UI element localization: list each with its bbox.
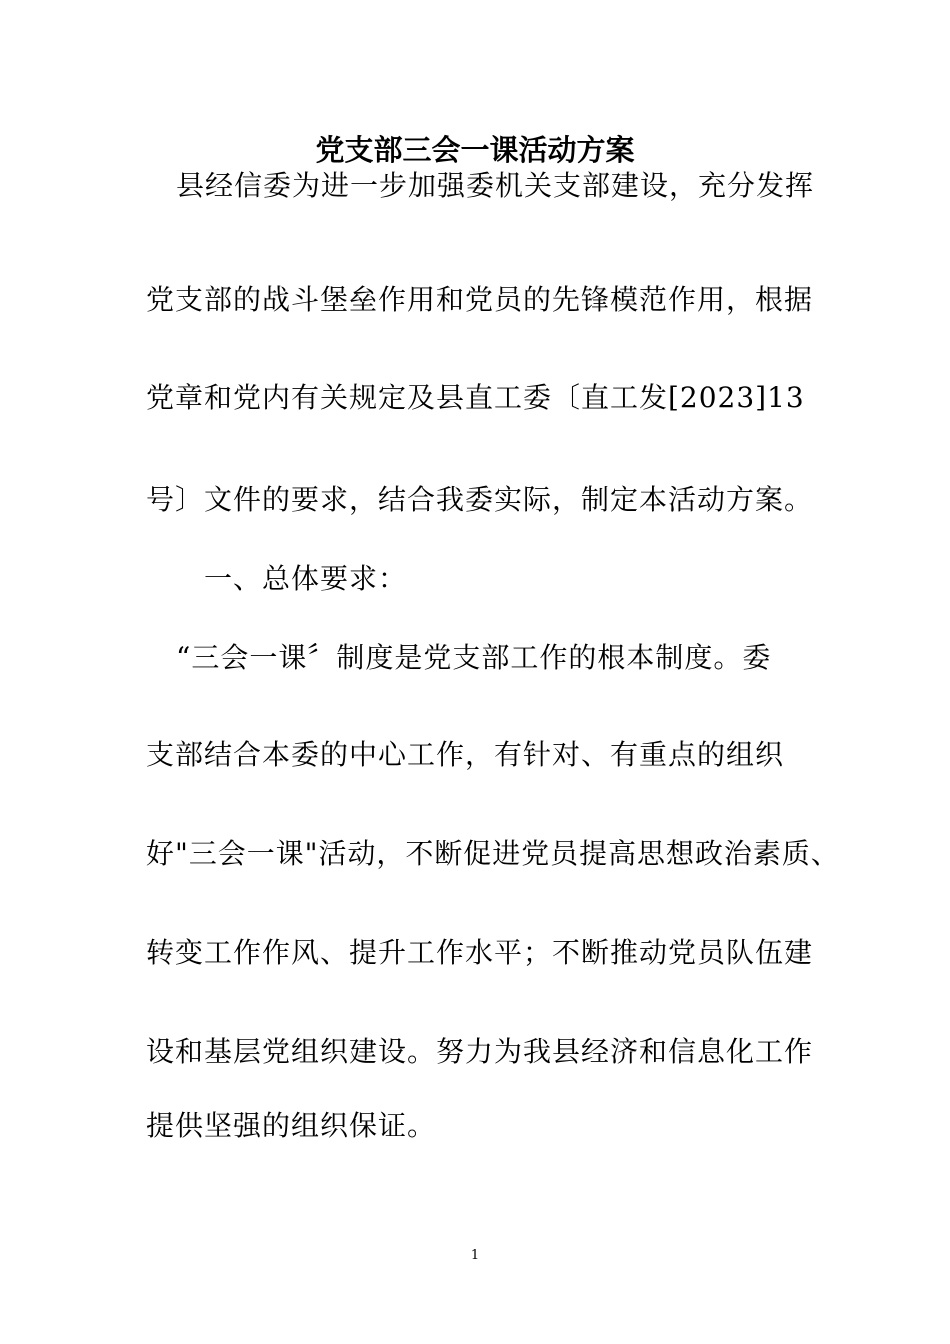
document-title: 党支部三会一课活动方案 bbox=[315, 133, 635, 167]
paragraph-line: 号〕文件的要求，结合我委实际，制定本活动方案。 bbox=[146, 483, 814, 516]
paragraph-line: 设和基层党组织建设。努力为我县经济和信息化工作 bbox=[146, 1035, 814, 1068]
paragraph-line: “三会一课〞制度是党支部工作的根本制度。委 bbox=[176, 641, 772, 674]
paragraph-line: 好"三会一课"活动，不断促进党员提高思想政治素质、 bbox=[146, 837, 840, 870]
paragraph-line: 提供坚强的组织保证。 bbox=[146, 1109, 437, 1142]
paragraph-line: 支部结合本委的中心工作，有针对、有重点的组织 bbox=[146, 738, 785, 771]
page-number: 1 bbox=[470, 1248, 480, 1263]
paragraph-line: 转变工作作风、提升工作水平；不断推动党员队伍建 bbox=[146, 936, 814, 969]
paragraph-line: 党支部的战斗堡垒作用和党员的先锋模范作用，根据 bbox=[146, 283, 814, 316]
section-heading: 一、总体要求： bbox=[204, 562, 408, 595]
paragraph-line: 党章和党内有关规定及县直工委〔直工发[2023]13 bbox=[146, 381, 805, 414]
paragraph-line: 县经信委为进一步加强委机关支部建设，充分发挥 bbox=[176, 169, 815, 202]
